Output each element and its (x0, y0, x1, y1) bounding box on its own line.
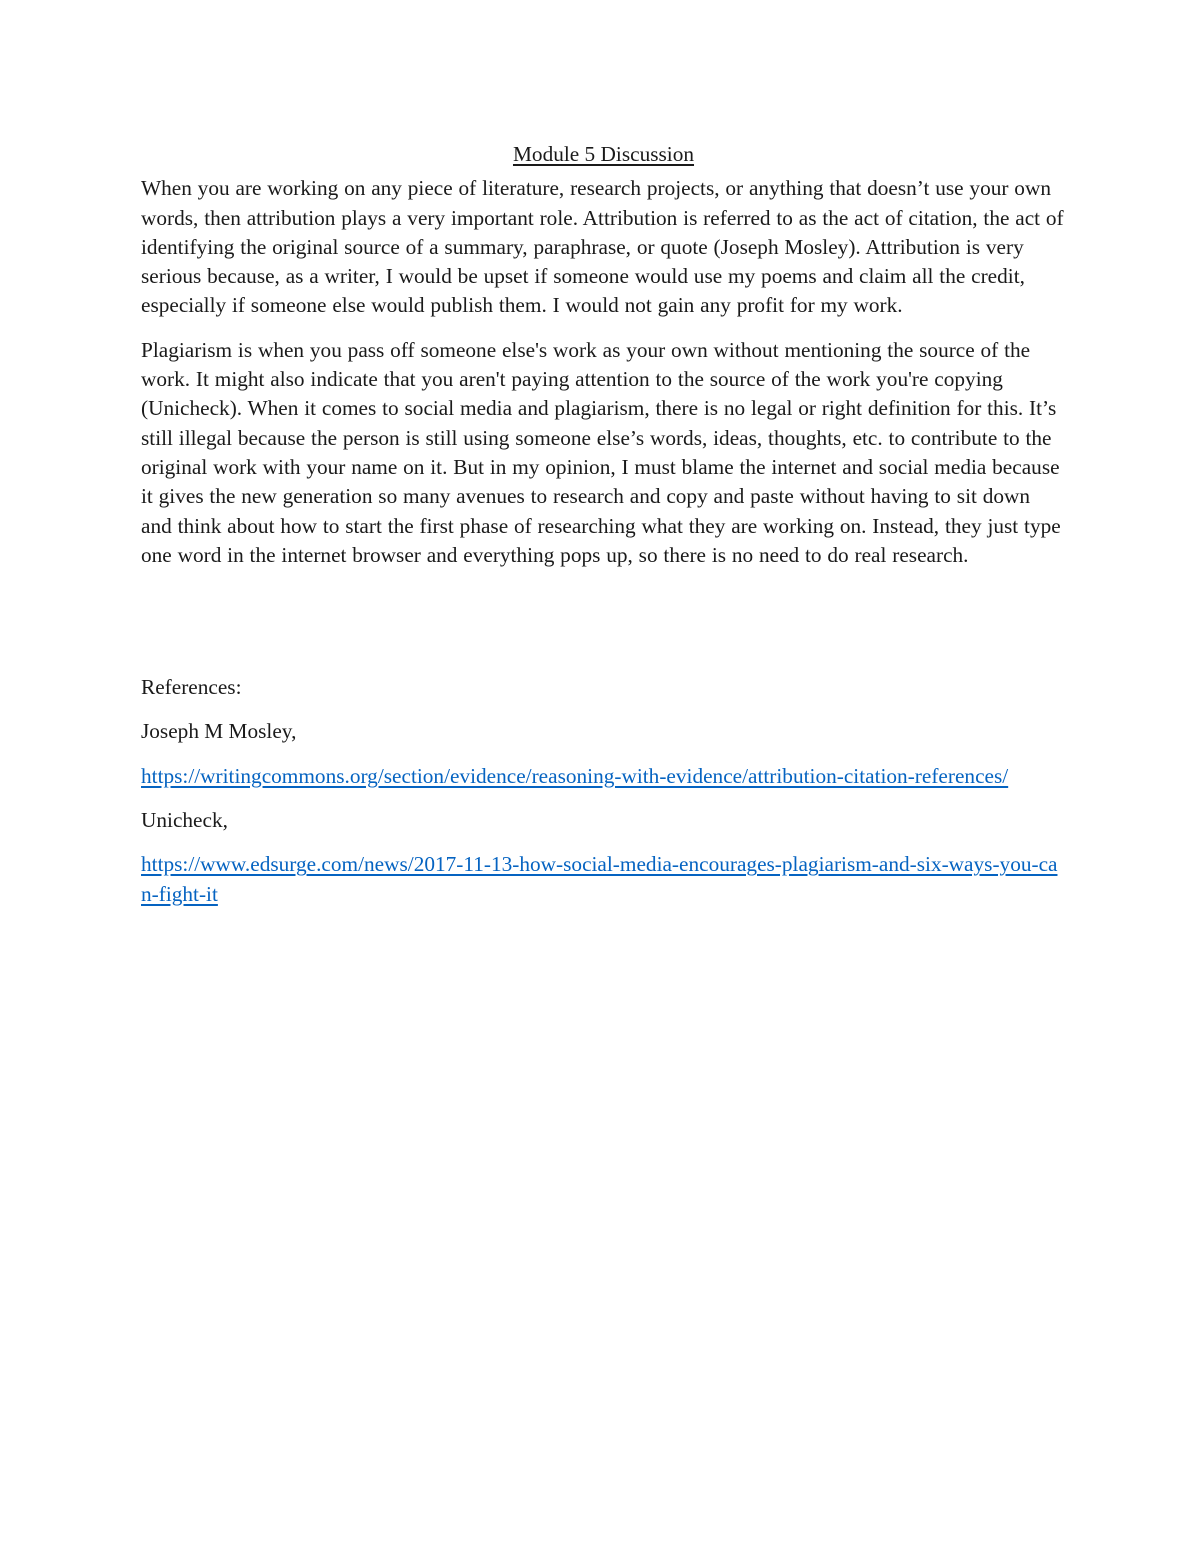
blank-space (141, 585, 1066, 673)
references-heading: References: (141, 675, 242, 700)
reference-author-mosley: Joseph M Mosley, (141, 719, 297, 744)
paragraph-plagiarism: Plagiarism is when you pass off someone else's work as your own without mentioning the source of the work. It might also indicate that you aren't paying attention to the source of the work you're copying (Unicheck). When it comes to social media and plagiarism, there is no legal or right definition for this. It’s still illegal because the person is still using someone else’s words, ideas, thoughts, etc. to contribute to the original work with your name on it. But in my opinion, I must blame the internet and social media because it gives the new generation so many avenues to research and copy and paste without having to sit down and think about how to start the first phase of researching what they are working on. Instead, they just type one word in the internet browser and everything pops up, so there is no need to do real research. (141, 337, 1061, 567)
page-title: Module 5 Discussion (512, 142, 695, 166)
reference-link-edsurge[interactable]: https://www.edsurge.com/news/2017-11-13-how-social-media-encourages-plagiarism-and-six-ways-you-can-fight-it (141, 852, 1058, 906)
reference-link-writingcommons[interactable]: https://writingcommons.org/section/evidence/reasoning-with-evidence/attribution-citation-references/ (141, 763, 1009, 788)
paragraph-attribution: When you are working on any piece of literature, research projects, or anything that doesn’t use your own words, then attribution plays a very important role. Attribution is referred to as the act of citation, the act of identifying the original source of a summary, paraphrase, or quote (Joseph Mosley). Attribution is very serious because, as a writer, I would be upset if someone would use my poems and claim all the credit, especially if someone else would publish them. I would not gain any profit for my work. (141, 176, 1064, 318)
reference-author-unicheck: Unicheck, (141, 808, 228, 833)
document-body (141, 140, 1066, 924)
